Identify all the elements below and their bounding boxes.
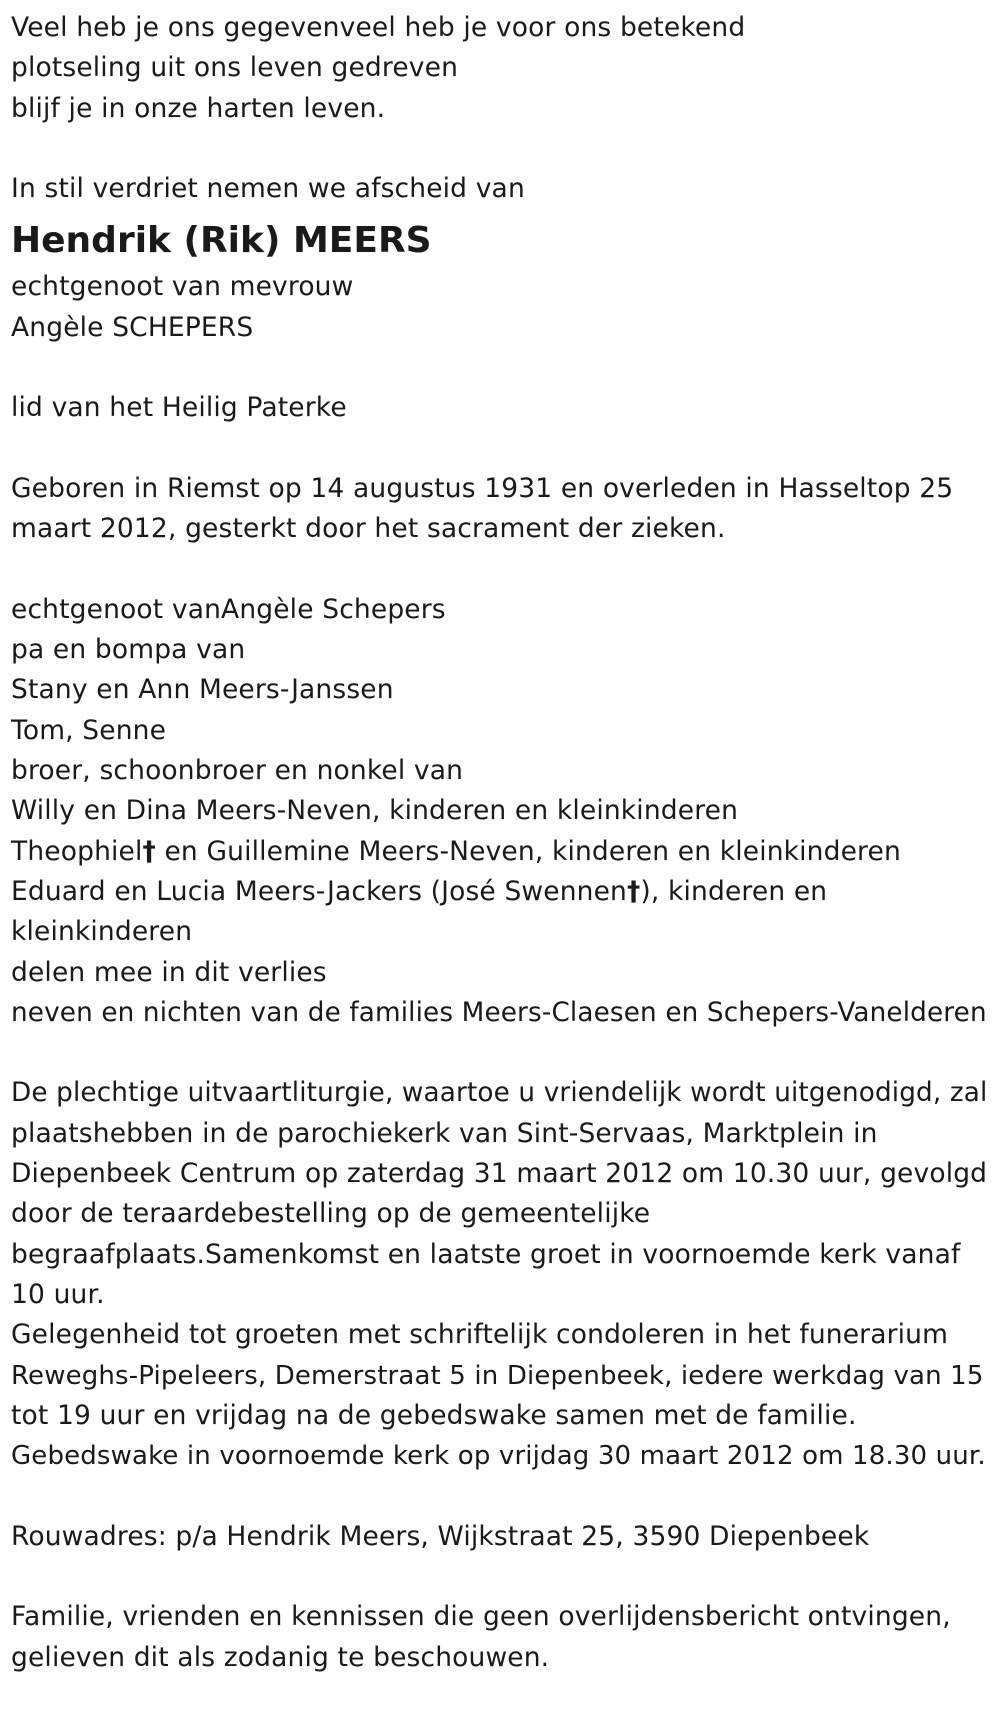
spacer [11, 429, 989, 469]
sibling-name: Eduard en Lucia Meers-Jackers (José Swennen [11, 875, 627, 907]
funeral-line: door de teraardebestelling op de gemeentelijke [11, 1198, 651, 1230]
funeral-line: 10 uur. [11, 1278, 105, 1310]
funeral-line: begraafplaats.Samenkomst en laatste groet in voornoemde kerk vanaf [11, 1238, 961, 1270]
closing-line: gelieven dit als zodanig te beschouwen. [11, 1641, 550, 1673]
family-share: delen mee in dit verlies [11, 956, 327, 988]
funeral-line: De plechtige uitvaartliturgie, waartoe u vriendelijk wordt uitgenodigd, zal [11, 1078, 988, 1109]
funeral-line: tot 19 uur en vrijdag na de gebedswake samen met de familie. [11, 1399, 857, 1431]
spacer [11, 1033, 989, 1073]
family-sibling: Willy en Dina Meers-Neven, kinderen en kleinkinderen [11, 795, 739, 827]
family-grandchildren: Tom, Senne [11, 714, 167, 746]
spacer [11, 550, 989, 590]
spouse-line: echtgenoot van mevrouw [11, 271, 354, 303]
family-sibling-label: broer, schoonbroer en nonkel van [11, 755, 464, 787]
spacer [11, 1476, 989, 1516]
spacer [11, 129, 989, 169]
deceased-name: Hendrik (Rik) MEERS [11, 220, 432, 262]
family-relatives: neven en nichten van de families Meers-Claesen en Schepers-Vanelderen [11, 997, 987, 1028]
family-sibling-cont: kleinkinderen [11, 916, 193, 948]
funeral-line: Diepenbeek Centrum op zaterdag 31 maart 2012 om 10.30 uur, gevolgd [11, 1158, 988, 1190]
family-children: Stany en Ann Meers-Janssen [11, 674, 394, 706]
funeral-line: Reweghs-Pipeleers, Demerstraat 5 in Diepenbeek, iedere werkdag van 15 [11, 1360, 984, 1391]
spacer [11, 348, 989, 388]
poem-line: blijf je in onze harten leven. [11, 92, 386, 124]
family-spouse: echtgenoot vanAngèle Schepers [11, 593, 446, 625]
poem-line: Veel heb je ons gegevenveel heb je voor ons betekend [11, 12, 746, 43]
intro-text: In stil verdriet nemen we afscheid van [11, 173, 525, 205]
birth-death-line: Geboren in Riemst op 14 augustus 1931 en overleden in Hasseltop 25 [11, 472, 954, 504]
family-sibling [11, 832, 989, 872]
spacer [11, 1557, 989, 1597]
family-parent-label: pa en bompa van [11, 634, 246, 666]
family-sibling [11, 872, 989, 912]
sibling-rest: en Guillemine Meers-Neven, kinderen en kleinkinderen [155, 835, 901, 867]
sibling-rest: ), kinderen en [640, 875, 828, 907]
closing-line: Familie, vrienden en kennissen die geen overlijdensbericht ontvingen, [11, 1601, 951, 1633]
funeral-line: Gebedswake in voornoemde kerk op vrijdag 30 maart 2012 om 18.30 uur. [11, 1441, 986, 1472]
spouse-name: Angèle SCHEPERS [11, 311, 254, 343]
birth-death-line: maart 2012, gesterkt door het sacrament der zieken. [11, 513, 726, 545]
sibling-name: Theophiel [11, 835, 143, 867]
mourning-address: Rouwadres: p/a Hendrik Meers, Wijkstraat 25, 3590 Diepenbeek [11, 1520, 870, 1552]
membership-text: lid van het Heilig Paterke [11, 392, 347, 424]
poem-line: plotseling uit ons leven gedreven [11, 52, 459, 84]
funeral-line: Gelegenheid tot groeten met schriftelijk condoleren in het funerarium [11, 1319, 949, 1351]
dagger-icon: † [627, 875, 641, 907]
dagger-icon: † [142, 835, 156, 867]
funeral-line: plaatshebben in de parochiekerk van Sint-Servaas, Marktplein in [11, 1117, 878, 1149]
